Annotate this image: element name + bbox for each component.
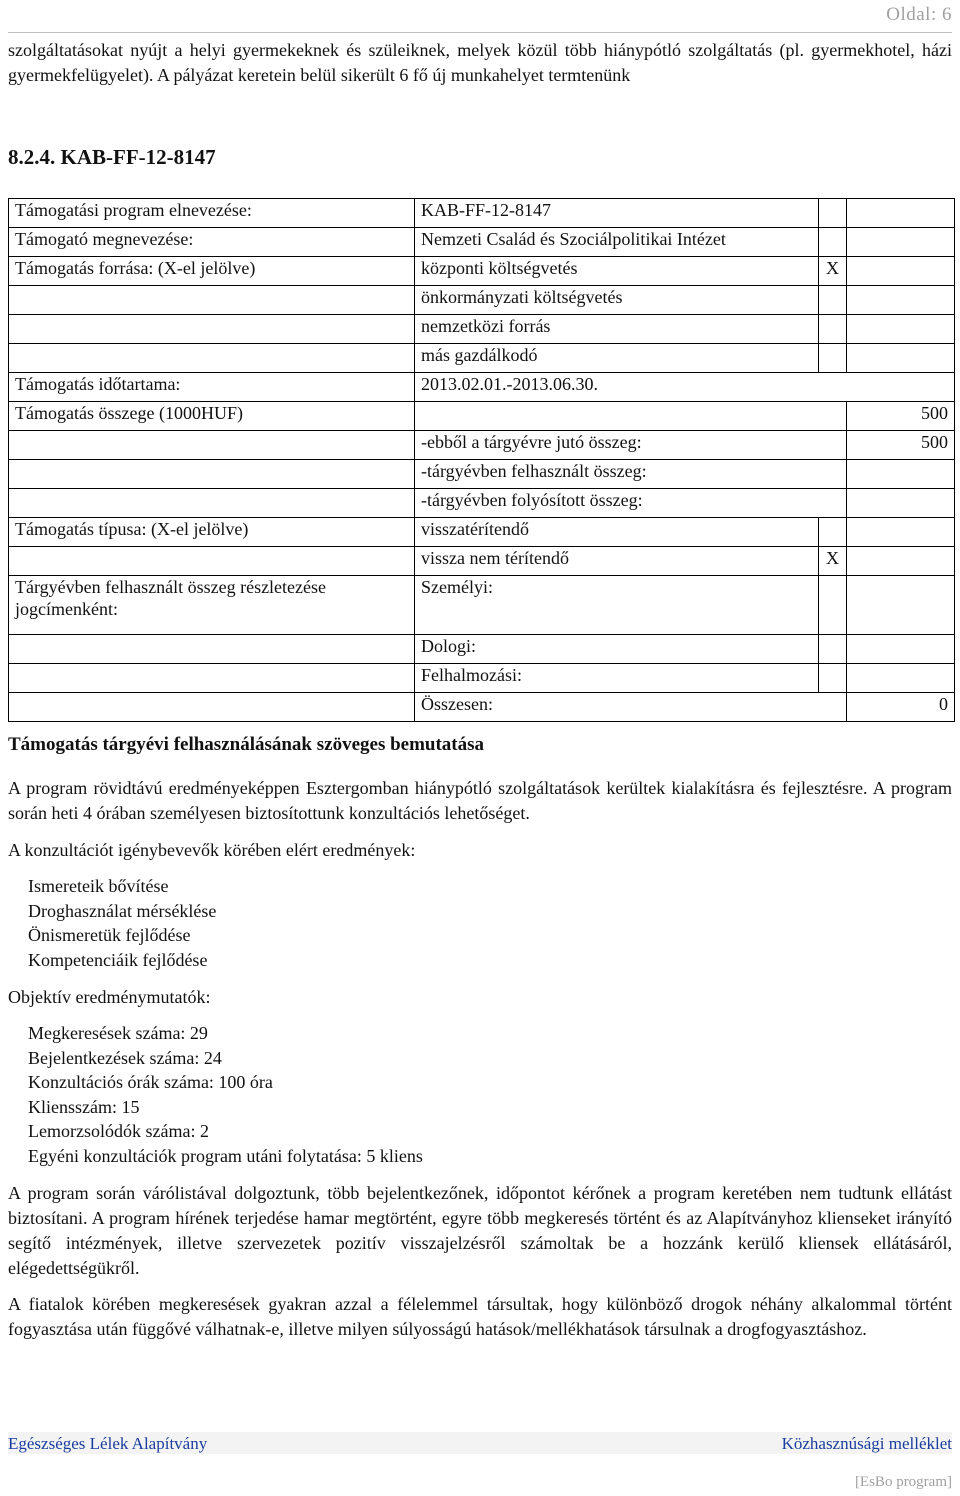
source-option: más gazdálkodó	[415, 344, 819, 373]
table-row	[9, 460, 955, 489]
source-option: nemzetközi forrás	[415, 315, 819, 344]
type-mark: X	[819, 547, 847, 576]
amount-label: Támogatás összege (1000HUF)	[9, 402, 415, 431]
source-mark: X	[819, 257, 847, 286]
breakdown-value	[847, 576, 955, 635]
usage-subheading: Támogatás tárgyévi felhasználásának szöveges bemutatása	[8, 734, 485, 755]
subamount-label: -tárgyévben felhasznált összeg:	[415, 460, 847, 489]
breakdown-total-label: Összesen:	[415, 693, 847, 722]
table-row	[9, 199, 955, 228]
intro-paragraph: szolgáltatásokat nyújt a helyi gyermekeknek és szüleiknek, melyek közül több hiánypótló szolgáltatás (pl. gyermekhotel, házi gyermekfelügyelet). A pályázat keretein belül sikerült 6 fő új munkahelyet termtenünk	[8, 40, 952, 85]
paragraph-1: A program rövidtávú eredményeképpen Esztergomban hiánypótló szolgáltatások kerültek kialakításra és fejlesztésre. A program során heti 4 órában személyesen biztosítottunk konzultációs lehetőséget.	[8, 778, 952, 823]
results-intro: A konzultációt igénybevevők körében elért eredmények:	[8, 840, 416, 860]
duration-label: Támogatás időtartama:	[9, 373, 415, 402]
paragraph-3: A fiatalok körében megkeresések gyakran azzal a félelemmel társultak, hogy különböző drogok néhány alkalommal történt fogyasztása után függővé válhatnak-e, illetve milyen súlyosságú hatások/mellékhatások társulnak a drogfogyasztáshoz.	[8, 1294, 952, 1339]
table-row	[9, 315, 955, 344]
table-row	[9, 489, 955, 518]
breakdown-item: Dologi:	[415, 635, 819, 664]
source-option: központi költségvetés	[415, 257, 819, 286]
list-item: Kompetenciáik fejlődése	[28, 949, 208, 970]
table-row	[9, 635, 955, 664]
list-item: Konzultációs órák száma: 100 óra	[28, 1072, 273, 1093]
table-row	[9, 257, 955, 286]
table-row	[9, 344, 955, 373]
type-option: visszatérítendő	[415, 518, 819, 547]
source-label: Támogatás forrása: (X-el jelölve)	[9, 257, 415, 286]
type-option: vissza nem térítendő	[415, 547, 819, 576]
table-row	[9, 664, 955, 693]
table-row	[9, 518, 955, 547]
source-mark	[819, 344, 847, 373]
subamount-label: -ebből a tárgyévre jutó összeg:	[415, 431, 847, 460]
breakdown-total-value: 0	[847, 693, 955, 722]
page-number: Oldal: 6	[886, 4, 952, 25]
header-divider	[8, 32, 952, 33]
table-row	[9, 576, 955, 635]
table-row	[9, 402, 955, 431]
subamount-label: -tárgyévben folyósított összeg:	[415, 489, 847, 518]
list-item: Lemorzsolódók száma: 2	[28, 1121, 209, 1142]
results-list	[28, 874, 216, 972]
amount-value: 500	[847, 402, 955, 431]
table-row	[9, 373, 955, 402]
breakdown-label: Tárgyévben felhasznált összeg részletezése jogcímenként:	[9, 576, 415, 635]
indicators-list	[28, 1021, 423, 1169]
list-item: Megkeresések száma: 29	[28, 1023, 208, 1043]
table-row	[9, 431, 955, 460]
source-option: önkormányzati költségvetés	[415, 286, 819, 315]
duration-value: 2013.02.01.-2013.06.30.	[415, 373, 955, 402]
subamount-value: 500	[847, 431, 955, 460]
table-row	[9, 547, 955, 576]
generator-label: [EsBo program]	[854, 1474, 952, 1490]
list-item: Egyéni konzultációk program utáni folytatása: 5 kliens	[28, 1145, 423, 1166]
grant-table	[8, 198, 955, 722]
breakdown-value	[847, 664, 955, 693]
breakdown-item: Személyi:	[415, 576, 819, 635]
footer-organization: Egészséges Lélek Alapítvány	[8, 1434, 208, 1453]
type-mark	[819, 518, 847, 547]
footer-document-type: Közhasznúsági melléklet	[781, 1434, 952, 1453]
subamount-value	[847, 460, 955, 489]
supporter-value: Nemzeti Család és Szociálpolitikai Intézet	[415, 228, 819, 257]
section-title: 8.2.4. KAB-FF-12-8147	[8, 145, 216, 169]
list-item: Ismereteik bővítése	[28, 876, 169, 896]
table-row	[9, 693, 955, 722]
breakdown-value	[847, 635, 955, 664]
list-item: Önismeretük fejlődése	[28, 925, 191, 946]
table-row	[9, 228, 955, 257]
paragraph-2: A program során várólistával dolgoztunk, több bejelentkezőnek, időpontot kérőnek a program keretében nem tudtunk ellátást biztosítani. A program hírének terjedése hamar megtörtént, egyre több megkeresés történt és az Alapítványhoz klienseket irányító segítő intézmények, illetve szervezetek pozitív visszajelzésről számoltak be a hozzánk kerülő kliensek ellátásáról, elégedettségükről.	[8, 1183, 952, 1278]
list-item: Bejelentkezések száma: 24	[28, 1047, 222, 1068]
list-item: Droghasználat mérséklése	[28, 900, 217, 921]
type-label: Támogatás típusa: (X-el jelölve)	[9, 518, 415, 547]
breakdown-item: Felhalmozási:	[415, 664, 819, 693]
list-item: Kliensszám: 15	[28, 1096, 140, 1117]
program-name-label: Támogatási program elnevezése:	[9, 199, 415, 228]
subamount-value	[847, 489, 955, 518]
program-name-value: KAB-FF-12-8147	[415, 199, 819, 228]
supporter-label: Támogató megnevezése:	[9, 228, 415, 257]
source-mark	[819, 315, 847, 344]
indicators-intro: Objektív eredménymutatók:	[8, 987, 211, 1007]
source-mark	[819, 286, 847, 315]
table-row	[9, 286, 955, 315]
